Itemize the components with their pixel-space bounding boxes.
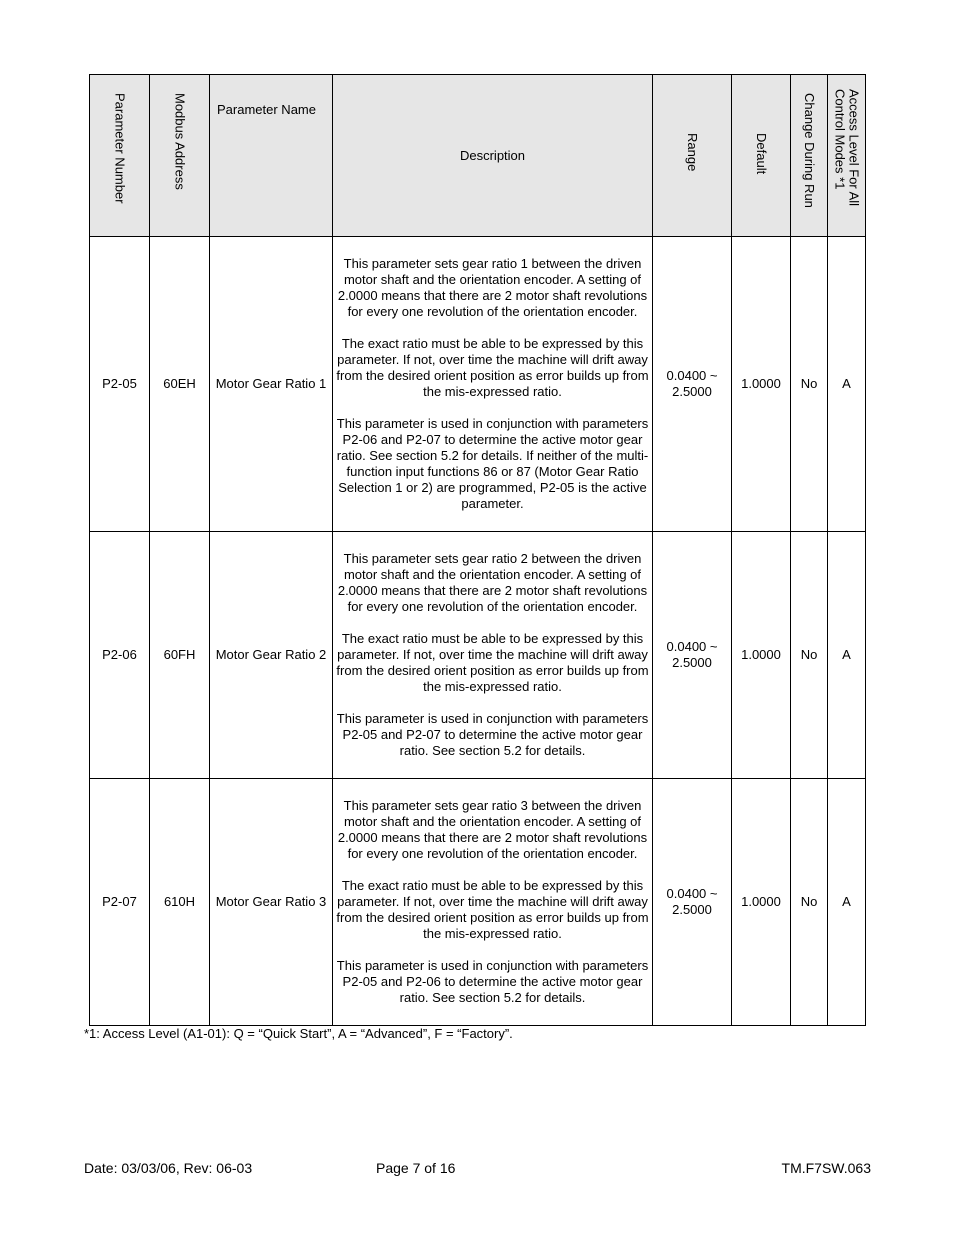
header-modbus-address: Modbus Address — [150, 75, 210, 237]
default-cell: 1.0000 — [732, 532, 791, 779]
footer-document-id: TM.F7SW.063 — [781, 1160, 871, 1176]
default-cell: 1.0000 — [732, 779, 791, 1026]
header-parameter-number: Parameter Number — [90, 75, 150, 237]
access-level-cell: A — [828, 532, 866, 779]
modbus-address-cell: 60EH — [150, 237, 210, 532]
footer-date: Date: 03/03/06, Rev: 06-03 — [84, 1160, 253, 1176]
change-during-run-cell: No — [791, 532, 828, 779]
table-row — [90, 237, 866, 532]
header-parameter-name: Parameter Name — [210, 75, 333, 237]
access-level-cell: A — [828, 237, 866, 532]
header-access-level: Access Level For All Control Modes *1 — [828, 75, 866, 237]
param-number-cell: P2-06 — [90, 532, 150, 779]
description-cell — [333, 237, 653, 532]
access-level-cell: A — [828, 779, 866, 1026]
header-default: Default — [732, 75, 791, 237]
description-paragraph: The exact ratio must be able to be expressed by this parameter. If not, over time the machine will drift away from the desired orient position as error builds up from the mis-expressed ratio. — [336, 631, 649, 694]
table-header-row — [90, 75, 866, 237]
modbus-address-cell: 60FH — [150, 532, 210, 779]
modbus-address-cell: 610H — [150, 779, 210, 1026]
header-change-during-run: Change During Run — [791, 75, 828, 237]
header-description: Description — [333, 75, 653, 237]
parameter-table — [89, 74, 866, 1026]
param-name-cell: Motor Gear Ratio 1 — [210, 237, 333, 532]
description-cell — [333, 779, 653, 1026]
range-cell: 0.0400 ~ 2.5000 — [653, 532, 732, 779]
param-name-cell: Motor Gear Ratio 2 — [210, 532, 333, 779]
default-cell: 1.0000 — [732, 237, 791, 532]
range-cell: 0.0400 ~ 2.5000 — [653, 237, 732, 532]
description-paragraph: This parameter is used in conjunction with parameters P2-05 and P2-07 to determine the active motor gear ratio. See section 5.2 for details. — [336, 711, 649, 758]
change-during-run-cell: No — [791, 237, 828, 532]
table-row — [90, 779, 866, 1026]
header-range: Range — [653, 75, 732, 237]
description-paragraph: This parameter is used in conjunction with parameters P2-06 and P2-07 to determine the active motor gear ratio. See section 5.2 for details. If neither of the multi-function input functions 86 or 87 (Motor Gear Ratio Selection 1 or 2) are programmed, P2-05 is the active parameter. — [336, 416, 649, 511]
param-name-cell: Motor Gear Ratio 3 — [210, 779, 333, 1026]
description-paragraph: This parameter sets gear ratio 3 between the driven motor shaft and the orientation encoder. A setting of 2.0000 means that there are 2 motor shaft revolutions for every one revolution of the orientation encoder. — [337, 798, 648, 861]
change-during-run-cell: No — [791, 779, 828, 1026]
param-number-cell: P2-07 — [90, 779, 150, 1026]
range-cell: 0.0400 ~ 2.5000 — [653, 779, 732, 1026]
footer-page-number: Page 7 of 16 — [376, 1160, 456, 1176]
footnote: *1: Access Level (A1-01): Q = “Quick Start”, A = “Advanced”, F = “Factory”. — [84, 1026, 513, 1041]
description-paragraph: This parameter sets gear ratio 2 between the driven motor shaft and the orientation encoder. A setting of 2.0000 means that there are 2 motor shaft revolutions for every one revolution of the orientation encoder. — [337, 551, 648, 614]
description-paragraph: This parameter sets gear ratio 1 between the driven motor shaft and the orientation encoder. A setting of 2.0000 means that there are 2 motor shaft revolutions for every one revolution of the orientation encoder. — [337, 256, 648, 319]
description-paragraph: This parameter is used in conjunction with parameters P2-05 and P2-06 to determine the active motor gear ratio. See section 5.2 for details. — [336, 958, 649, 1005]
table-row — [90, 532, 866, 779]
param-number-cell: P2-05 — [90, 237, 150, 532]
description-paragraph: The exact ratio must be able to be expressed by this parameter. If not, over time the machine will drift away from the desired orient position as error builds up from the mis-expressed ratio. — [336, 336, 649, 399]
description-paragraph: The exact ratio must be able to be expressed by this parameter. If not, over time the machine will drift away from the desired orient position as error builds up from the mis-expressed ratio. — [336, 878, 649, 941]
description-cell — [333, 532, 653, 779]
